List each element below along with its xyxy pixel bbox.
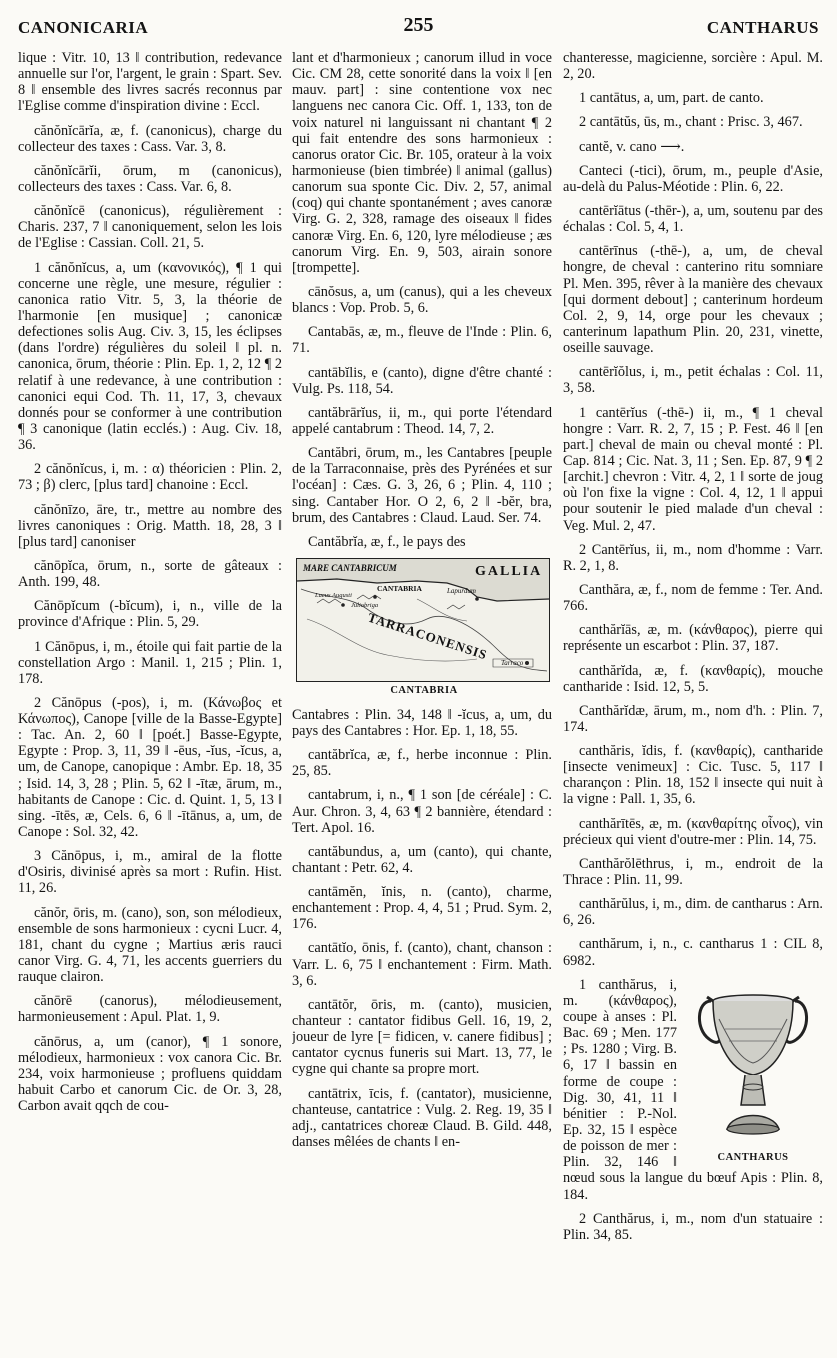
dictionary-entry: Canthăra, æ, f., nom de femme : Ter. And. 766. <box>563 581 823 615</box>
map-figure <box>296 558 552 697</box>
dictionary-entry: cantăbundus, a, um (canto), qui chante, chantant : Petr. 62, 4. <box>292 843 552 876</box>
dictionary-entry: Cantăbrĭa, æ, f., le pays des <box>308 533 466 550</box>
dictionary-entry: lant et d'harmonieux ; canorum illud in voce Cic. CM 28, cette sonorité dans la voix ‖ [en mauv. part] : sine contentione vox nec languens nec canora Cic. Off. 1, 133, ton de voix naturel ni languissant ni chantant ¶ 2 qui fait entendre des sons harmonieux : canorus orator Cic. Br. 105, orateur à la voix harmonieuse (bien timbrée) ‖ animal (gallus) canorum sua sponte Cic. Div. 2, 57, animal (coq) qui chante spontanément ; aves canoræ Virg. G. 2, 328, ramage des oiseaux ‖ fides canoræ Virg. En. 6, 120, lyre mélodieuse ; æs canorum Virg. En. 9, 503, airain sonore [trompette]. <box>292 50 552 276</box>
dictionary-entry: 1 cantātus, a, um, part. de canto. <box>579 90 764 107</box>
dictionary-entry: 1 canthărus, i, m. (κάνθαρος), coupe à anses : Pl. Bac. 69 ; Men. 177 ; Ps. 1280 ; Virg. B. 6, 17 ‖ bassin en forme de coupe : Dig. 30, 41, 11 ‖ bénitier : P.-Nol. Ep. 32, 15 ‖ espèce de poisson de mer : Plin. 32, 146 ‖ nœud sous la langue du bœuf Apis : Plin. 8, 184. <box>563 976 823 1203</box>
dictionary-entry: canthărŭlus, i, m., dim. de cantharus : Arn. 6, 26. <box>563 896 823 929</box>
dictionary-entry: Cantăbri, ōrum, m., les Cantabres [peuple de la Tarraconnaise, près des Pyrénées et sur l'océan] : Cæs. G. 3, 26, 6 ; Plin. 4, 110 ; sing. Cantaber Hor. O 2, 6, 2 ‖ -bĕr, bra, brum, des Cantabres : Claud. Laud. Ser. 74. <box>292 445 552 526</box>
dictionary-entry: 2 Cănōpus (-pos), i, m. (Κάνωβος et Κάνωπος), Canope [ville de la Basse-Egypte] : Tac. An. 2, 60 ‖ [poét.] Basse-Egypte, Egypte : Prop. 3, 11, 39 ‖ -ēus, -ĭus, -ĭcus, a, um, de Canope, canopique : Ambr. Ep. 18, 35 ; Isid. 14, 3, 28 ; Plin. 5, 62 ‖ -ītæ, ārum, m., habitants de Canope : Cic. d. Quint. 1, 5, 13 ‖ sing. -ītēs, æ, Cels. 6, 6 ‖ -ītānus, a, um, de Canope : Sol. 32, 42. <box>18 694 282 841</box>
dictionary-entry: canthărum, i, n., c. cantharus 1 : CIL 8, 6982. <box>563 936 823 969</box>
dictionary-entry: cănŏnĭcārĭa, æ, f. (canonicus), charge du collecteur des taxes : Cass. Var. 3, 8. <box>18 122 282 155</box>
dictionary-entry: cănŏnĭcē (canonicus), régulièrement : Charis. 237, 7 ‖ canoniquement, selon les lois de l'Eglise : Cassian. Coll. 21, 5. <box>18 203 282 252</box>
dictionary-entry: cantērĭŏlus, i, m., petit échalas : Col. 11, 3, 58. <box>563 364 823 397</box>
page-number: 255 <box>403 14 434 36</box>
column-2 <box>292 50 552 1350</box>
dictionary-entry: cantātrix, īcis, f. (cantator), musicienne, chanteuse, cantatrice : Vulg. 2. Reg. 19, 35 ‖ adj., cantatrices choreæ Claud. B. Gild. 448, danses mêlées de chants ‖ en- <box>292 1085 552 1151</box>
dictionary-entry: Cănōpĭcum (-bĭcum), i, n., ville de la province d'Afrique : Plin. 5, 29. <box>18 598 282 631</box>
dictionary-entry: lique : Vitr. 10, 13 ‖ contribution, redevance annuelle sur l'or, l'argent, le grain : Spart. Sev. 8 ‖ ensemble des livres sacrés reconnus par l'Eglise comme d'inspiration divine : Eccl. <box>18 50 282 115</box>
dictionary-entry: cănŏnīzo, āre, tr., mettre au nombre des livres canoniques : Orig. Matth. 18, 28, 3 ‖ [plus tard] canoniser <box>18 501 282 550</box>
dictionary-entry: cānŏsus, a, um (canus), qui a les cheveux blancs : Vop. Prob. 5, 6. <box>292 283 552 317</box>
dictionary-entry: cantăbrārĭus, ii, m., qui porte l'étendard appelé cantabrum : Theod. 14, 7, 2. <box>292 404 552 437</box>
dictionary-entry: cănōrē (canorus), mélodieusement, harmonieusement : Apul. Plat. 1, 9. <box>18 993 282 1026</box>
dictionary-entry: cantāmĕn, ĭnis, n. (canto), charme, enchantement : Prop. 4, 4, 51 ; Prud. Sym. 2, 176. <box>292 884 552 933</box>
dictionary-entry: cănōpĭca, ōrum, n., sorte de gâteaux : Anth. 199, 48. <box>18 557 282 591</box>
dictionary-entry: canthărĭda, æ, f. (κανθαρίς), mouche cantharide : Isid. 12, 5, 5. <box>563 662 823 695</box>
dictionary-entry: Cantabās, æ, m., fleuve de l'Inde : Plin. 6, 71. <box>292 324 552 357</box>
dictionary-entry: 2 cantātŭs, ūs, m., chant : Prisc. 3, 467. <box>579 114 803 131</box>
dictionary-entry: canthărĭās, æ, m. (κάνθαρος), pierre qui représente un escarbot : Plin. 37, 187. <box>563 622 823 655</box>
dictionary-entry: cantābĭlis, e (canto), digne d'être chanté : Vulg. Ps. 118, 54. <box>292 364 552 397</box>
dictionary-entry: Cantabres : Plin. 34, 148 ‖ -ĭcus, a, um, du pays des Cantabres : Hor. Ep. 1, 18, 55. <box>292 706 552 739</box>
dictionary-entry: cantabrum, i, n., ¶ 1 son [de céréale] : C. Aur. Chron. 3, 4, 63 ¶ 2 bannière, étendard : Tert. Apol. 16. <box>292 787 552 836</box>
running-head <box>18 14 819 42</box>
dictionary-entry: cantĕ, v. cano ⟶. <box>579 138 685 155</box>
cantabria-map <box>296 558 550 682</box>
dictionary-entry: cantērĭātus (-thēr-), a, um, soutenu par des échalas : Col. 5, 4, 1. <box>563 202 823 236</box>
vase-caption: CANTHARUS <box>717 1151 789 1163</box>
map-label-juliobriga: Juliobriga <box>351 601 379 609</box>
dictionary-entry: cănōrus, a, um (canor), ¶ 1 sonore, mélodieux, harmonieux : vox canora Cic. Br. 234, voix harmonieuse ; profluens quiddam habuit Carbo et canorum Cic. de Or. 3, 28, Carbon avait qqch de cou- <box>18 1033 282 1115</box>
column-1 <box>18 50 282 1350</box>
cantharus-entry-block <box>563 977 823 1211</box>
dictionary-entry: Canthărĭdæ, ārum, m., nom d'h. : Plin. 7, 174. <box>563 702 823 735</box>
dictionary-entry: 1 Cănōpus, i, m., étoile qui fait partie de la constellation Argo : Manil. 1, 215 ; Plin. 1, 178. <box>18 638 282 687</box>
dictionary-entry: cănŏnĭcārĭi, ōrum, m (canonicus), collecteurs des taxes : Cass. Var. 6, 8. <box>18 162 282 195</box>
map-label-region: TARRACONENSIS <box>366 609 490 663</box>
map-label-gallia: GALLIA <box>475 563 543 579</box>
dictionary-entry: 2 cănŏnĭcus, i, m. : α) théoricien : Plin. 2, 73 ; β) clerc, [plus tard] chanoine : Eccl. <box>18 461 282 494</box>
dictionary-entry: 1 cănŏnĭcus, a, um (κανονικός), ¶ 1 qui concerne une règle, une mesure, régulier : canonica ratio Vitr. 5, 3, la théorie de l'harmonie [en musique] ; canonicæ defectiones solis Aug. Civ. 3, 15, les éclipses (dans l'ordre) régulières du soleil ‖ pl. n. canonica, ōrum, théorie : Plin. Ep. 1, 2, 12 ¶ 2 relatif à une redevance, à une contribution : canonici equi Cod. Th. 11, 17, 3, chevaux donnés pour se conformer à une contribution ¶ 3 canonique (latin ecclés.) : Aug. Civ. 18, 36. <box>18 259 282 454</box>
map-caption: CANTABRIA <box>390 684 458 696</box>
map-label-lucus: Lucus Augusti <box>315 591 352 599</box>
map-drawing <box>297 559 549 681</box>
column-3 <box>563 50 823 1350</box>
map-label-cantabria: CANTABRIA <box>377 583 422 593</box>
running-head-right: CANTHARUS <box>706 18 819 37</box>
dictionary-entry: cantăbrĭca, æ, f., herbe inconnue : Plin. 25, 85. <box>292 747 552 780</box>
dictionary-entry: 3 Cănōpus, i, m., amiral de la flotte d'Osiris, divinisé après sa mort : Rufin. Hist. 11, 26. <box>18 848 282 897</box>
dictionary-entry: 1 cantērĭus (-thē-) ii, m., ¶ 1 cheval hongre : Varr. R. 2, 7, 15 ; P. Fest. 46 ‖ [en part.] cheval de main ou cheval monté : Pl. Cap. 814 ; Cic. Nat. 3, 11 ; Sen. Ep. 87, 9 ¶ 2 [archit.] chevron : Vitr. 4, 2, 1 ‖ sorte de joug où l'on fixe la vigne : Col. 4, 12, 1 ‖ appui pour soutenir le pied malade d'un cheval : Veg. Mul. 2, 47. <box>563 404 823 534</box>
dictionary-entry: cantātŏr, ōris, m. (canto), musicien, chanteur : cantator fidibus Gell. 16, 19, 2, joueur de lyre [= fidicen, v. canere fidibus] ; cantator cycnus funeris sui Mart. 13, 77, le cygne qui chante sa propre mort. <box>292 996 552 1078</box>
dictionary-entry: canthăris, ĭdis, f. (κανθαρίς), cantharide [insecte venimeux] : Cic. Tusc. 5, 117 ‖ charançon : Plin. 18, 152 ‖ insecte qui nuit à la vigne : Pall. 1, 35, 6. <box>563 743 823 808</box>
dictionary-entry: Canteci (-tici), ōrum, m., peuple d'Asie, au-delà du Palus-Méotide : Plin. 6, 22. <box>563 162 823 195</box>
dictionary-entry: canthărītēs, æ, m. (κανθαρίτης οἶνος), vin précieux qui vient d'outre-mer : Plin. 14, 75. <box>563 815 823 848</box>
map-label-tarraco: Tarraco <box>501 658 524 667</box>
dictionary-entry: 2 Canthărus, i, m., nom d'un statuaire : Plin. 34, 85. <box>563 1210 823 1243</box>
map-label-sea: MARE CANTABRICUM <box>303 562 397 573</box>
cantharus-vase-illustration <box>689 979 817 1149</box>
dictionary-entry: cantātĭo, ōnis, f. (canto), chant, chanson : Varr. L. 6, 75 ‖ enchantement : Firm. Math. 3, 6. <box>292 940 552 989</box>
dictionary-entry: chanteresse, magicienne, sorcière : Apul. M. 2, 20. <box>563 50 823 83</box>
running-head-left: CANONICARIA <box>18 18 149 37</box>
dictionary-entry: cantērīnus (-thē-), a, um, de cheval hongre, de cheval : canterino ritu somniare Pl. Men. 395, rêver à la manière des chevaux [qui dorment debout] ; canterinum hordeum Col. 2, 9, 14, orge pour les chevaux ; canterinum lapathum Plin. 20, 231, vinette, oseille sauvage. <box>563 243 823 357</box>
vase-figure <box>683 979 823 1164</box>
dictionary-entry: 2 Cantērĭus, ii, m., nom d'homme : Varr. R. 2, 1, 8. <box>563 541 823 574</box>
dictionary-entry: Canthărŏlēthrus, i, m., endroit de la Thrace : Plin. 11, 99. <box>563 855 823 889</box>
map-label-lapurdum: Lapurdum <box>447 586 476 595</box>
dictionary-entry: cănŏr, ōris, m. (cano), son, son mélodieux, ensemble de sons harmonieux : cycni Lucr. 4, 181, chant du cygne ; Martius æris rauci canor Virg. G. 4, 71, les accents guerriers du rauque clairon. <box>18 904 282 986</box>
